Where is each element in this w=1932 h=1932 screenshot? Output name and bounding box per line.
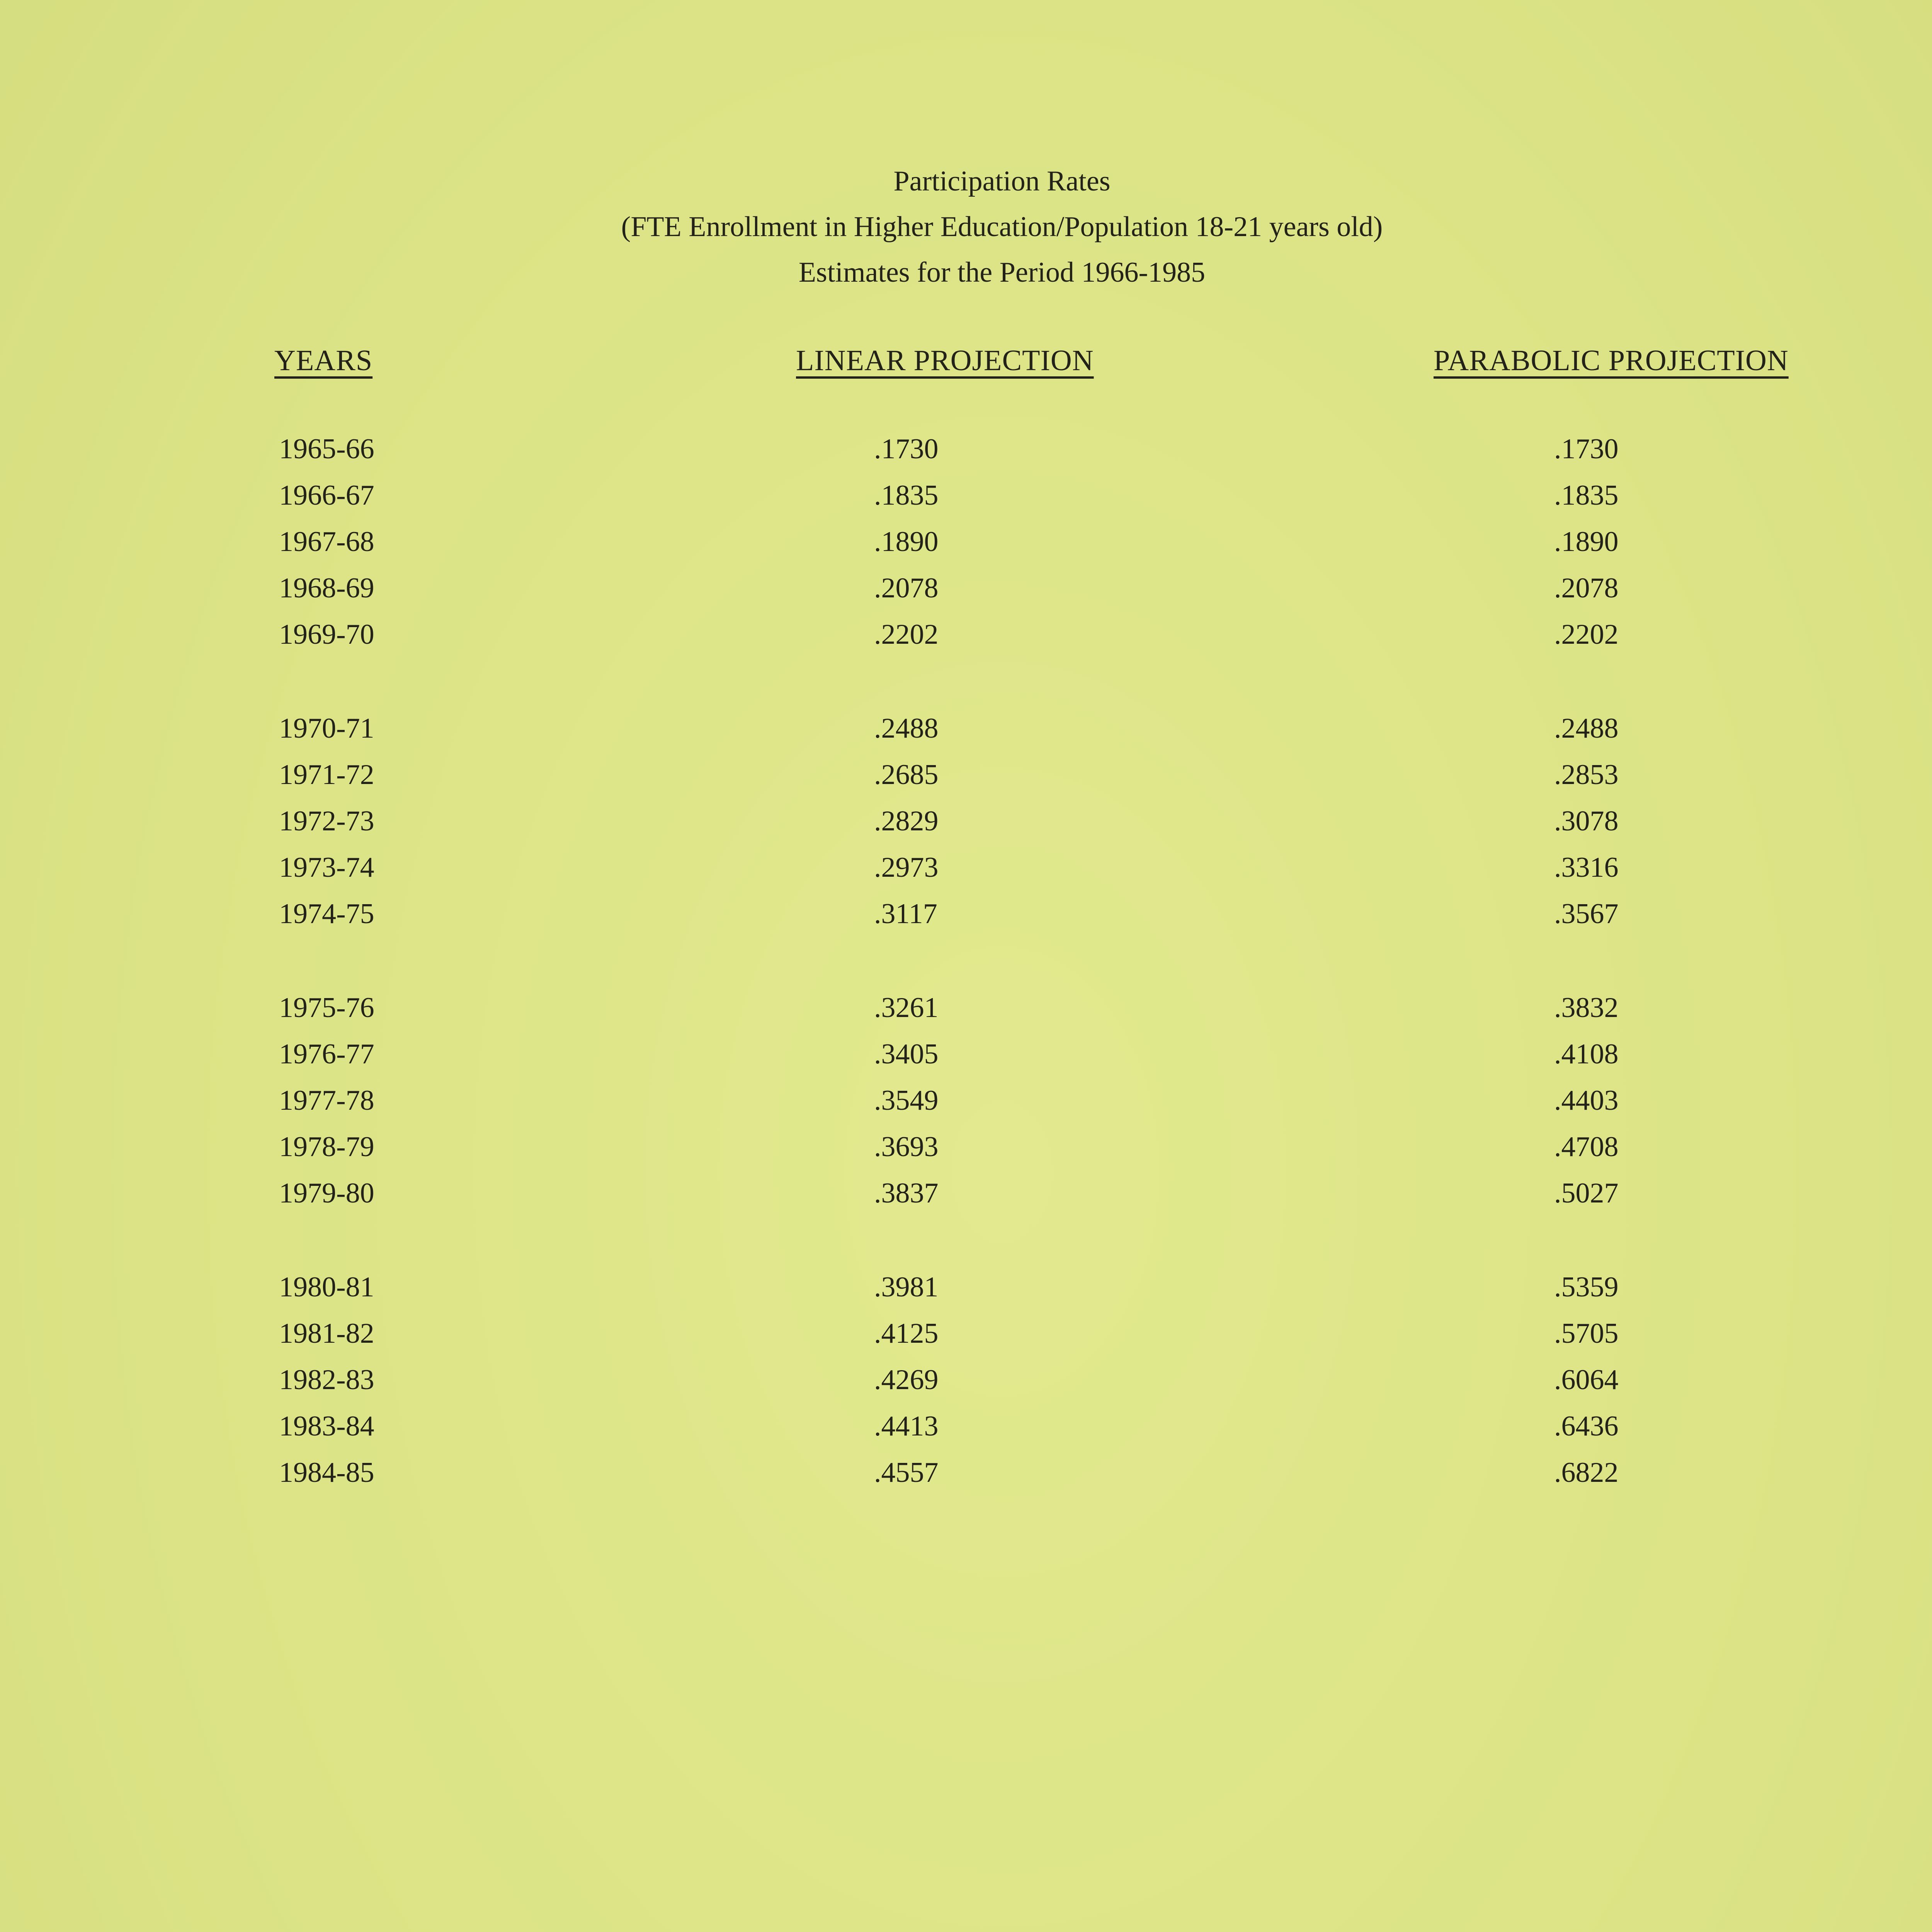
table-row bbox=[0, 1317, 1932, 1364]
year-cell: 1983-84 bbox=[279, 1410, 374, 1442]
row-group bbox=[0, 433, 1932, 665]
linear-value-cell: .3549 bbox=[874, 1085, 939, 1116]
table-row bbox=[0, 1084, 1932, 1131]
linear-value-cell: .1730 bbox=[874, 433, 939, 465]
parabolic-value-cell: .6064 bbox=[1554, 1364, 1619, 1396]
linear-value-cell: .2488 bbox=[874, 713, 939, 744]
year-cell: 1978-79 bbox=[279, 1131, 374, 1163]
year-cell: 1971-72 bbox=[279, 759, 374, 791]
header-years: YEARS bbox=[274, 344, 373, 377]
year-cell: 1982-83 bbox=[279, 1364, 374, 1396]
table-row bbox=[0, 526, 1932, 572]
linear-value-cell: .2829 bbox=[874, 805, 939, 837]
table-row bbox=[0, 851, 1932, 898]
year-cell: 1967-68 bbox=[279, 526, 374, 558]
parabolic-value-cell: .6436 bbox=[1554, 1410, 1619, 1442]
title-line-1: Participation Rates bbox=[893, 165, 1111, 197]
linear-value-cell: .3405 bbox=[874, 1038, 939, 1070]
year-cell: 1969-70 bbox=[279, 619, 374, 650]
table-row bbox=[0, 1177, 1932, 1223]
table-row bbox=[0, 805, 1932, 851]
parabolic-value-cell: .5027 bbox=[1554, 1177, 1619, 1209]
table-row bbox=[0, 433, 1932, 479]
linear-value-cell: .4125 bbox=[874, 1318, 939, 1349]
year-cell: 1970-71 bbox=[279, 713, 374, 744]
header-linear-projection: LINEAR PROJECTION bbox=[796, 344, 1094, 377]
table-row bbox=[0, 712, 1932, 759]
parabolic-value-cell: .3567 bbox=[1554, 898, 1619, 930]
year-cell: 1965-66 bbox=[279, 433, 374, 465]
row-group bbox=[0, 992, 1932, 1223]
year-cell: 1974-75 bbox=[279, 898, 374, 930]
parabolic-value-cell: .5359 bbox=[1554, 1271, 1619, 1303]
year-cell: 1980-81 bbox=[279, 1271, 374, 1303]
linear-value-cell: .4269 bbox=[874, 1364, 939, 1396]
table-title bbox=[0, 158, 1932, 295]
linear-value-cell: .4557 bbox=[874, 1457, 939, 1488]
parabolic-value-cell: .4108 bbox=[1554, 1038, 1619, 1070]
linear-value-cell: .3981 bbox=[874, 1271, 939, 1303]
table-row bbox=[0, 1364, 1932, 1410]
table-row bbox=[0, 1038, 1932, 1084]
linear-value-cell: .4413 bbox=[874, 1410, 939, 1442]
parabolic-value-cell: .5705 bbox=[1554, 1318, 1619, 1349]
table-row bbox=[0, 479, 1932, 526]
year-cell: 1977-78 bbox=[279, 1085, 374, 1116]
parabolic-value-cell: .4708 bbox=[1554, 1131, 1619, 1163]
parabolic-value-cell: .3316 bbox=[1554, 852, 1619, 883]
year-cell: 1984-85 bbox=[279, 1457, 374, 1488]
year-cell: 1981-82 bbox=[279, 1318, 374, 1349]
parabolic-value-cell: .1730 bbox=[1554, 433, 1619, 465]
linear-value-cell: .2685 bbox=[874, 759, 939, 791]
parabolic-value-cell: .2853 bbox=[1554, 759, 1619, 791]
parabolic-value-cell: .2078 bbox=[1554, 572, 1619, 604]
linear-value-cell: .2078 bbox=[874, 572, 939, 604]
linear-value-cell: .2202 bbox=[874, 619, 939, 650]
year-cell: 1975-76 bbox=[279, 992, 374, 1024]
linear-value-cell: .3117 bbox=[874, 898, 937, 930]
row-group bbox=[0, 712, 1932, 944]
table-row bbox=[0, 572, 1932, 618]
parabolic-value-cell: .6822 bbox=[1554, 1457, 1619, 1488]
table-row bbox=[0, 992, 1932, 1038]
year-cell: 1973-74 bbox=[279, 852, 374, 883]
linear-value-cell: .1890 bbox=[874, 526, 939, 558]
table-row bbox=[0, 898, 1932, 944]
linear-value-cell: .1835 bbox=[874, 480, 939, 511]
parabolic-value-cell: .1835 bbox=[1554, 480, 1619, 511]
year-cell: 1972-73 bbox=[279, 805, 374, 837]
parabolic-value-cell: .4403 bbox=[1554, 1085, 1619, 1116]
table-row bbox=[0, 1410, 1932, 1456]
row-group bbox=[0, 1271, 1932, 1503]
year-cell: 1966-67 bbox=[279, 480, 374, 511]
parabolic-value-cell: .2202 bbox=[1554, 619, 1619, 650]
table-row bbox=[0, 618, 1932, 665]
parabolic-value-cell: .3078 bbox=[1554, 805, 1619, 837]
year-cell: 1979-80 bbox=[279, 1177, 374, 1209]
table-row bbox=[0, 759, 1932, 805]
year-cell: 1968-69 bbox=[279, 572, 374, 604]
title-line-3: Estimates for the Period 1966-1985 bbox=[798, 257, 1206, 288]
table-row bbox=[0, 1456, 1932, 1503]
parabolic-value-cell: .2488 bbox=[1554, 713, 1619, 744]
title-line-2: (FTE Enrollment in Higher Education/Population 18-21 years old) bbox=[621, 211, 1383, 243]
year-cell: 1976-77 bbox=[279, 1038, 374, 1070]
header-parabolic-projection: PARABOLIC PROJECTION bbox=[1434, 344, 1789, 377]
parabolic-value-cell: .1890 bbox=[1554, 526, 1619, 558]
linear-value-cell: .3837 bbox=[874, 1177, 939, 1209]
linear-value-cell: .2973 bbox=[874, 852, 939, 883]
linear-value-cell: .3261 bbox=[874, 992, 939, 1024]
participation-rates-table bbox=[0, 433, 1932, 1550]
table-row bbox=[0, 1131, 1932, 1177]
table-row bbox=[0, 1271, 1932, 1317]
parabolic-value-cell: .3832 bbox=[1554, 992, 1619, 1024]
linear-value-cell: .3693 bbox=[874, 1131, 939, 1163]
